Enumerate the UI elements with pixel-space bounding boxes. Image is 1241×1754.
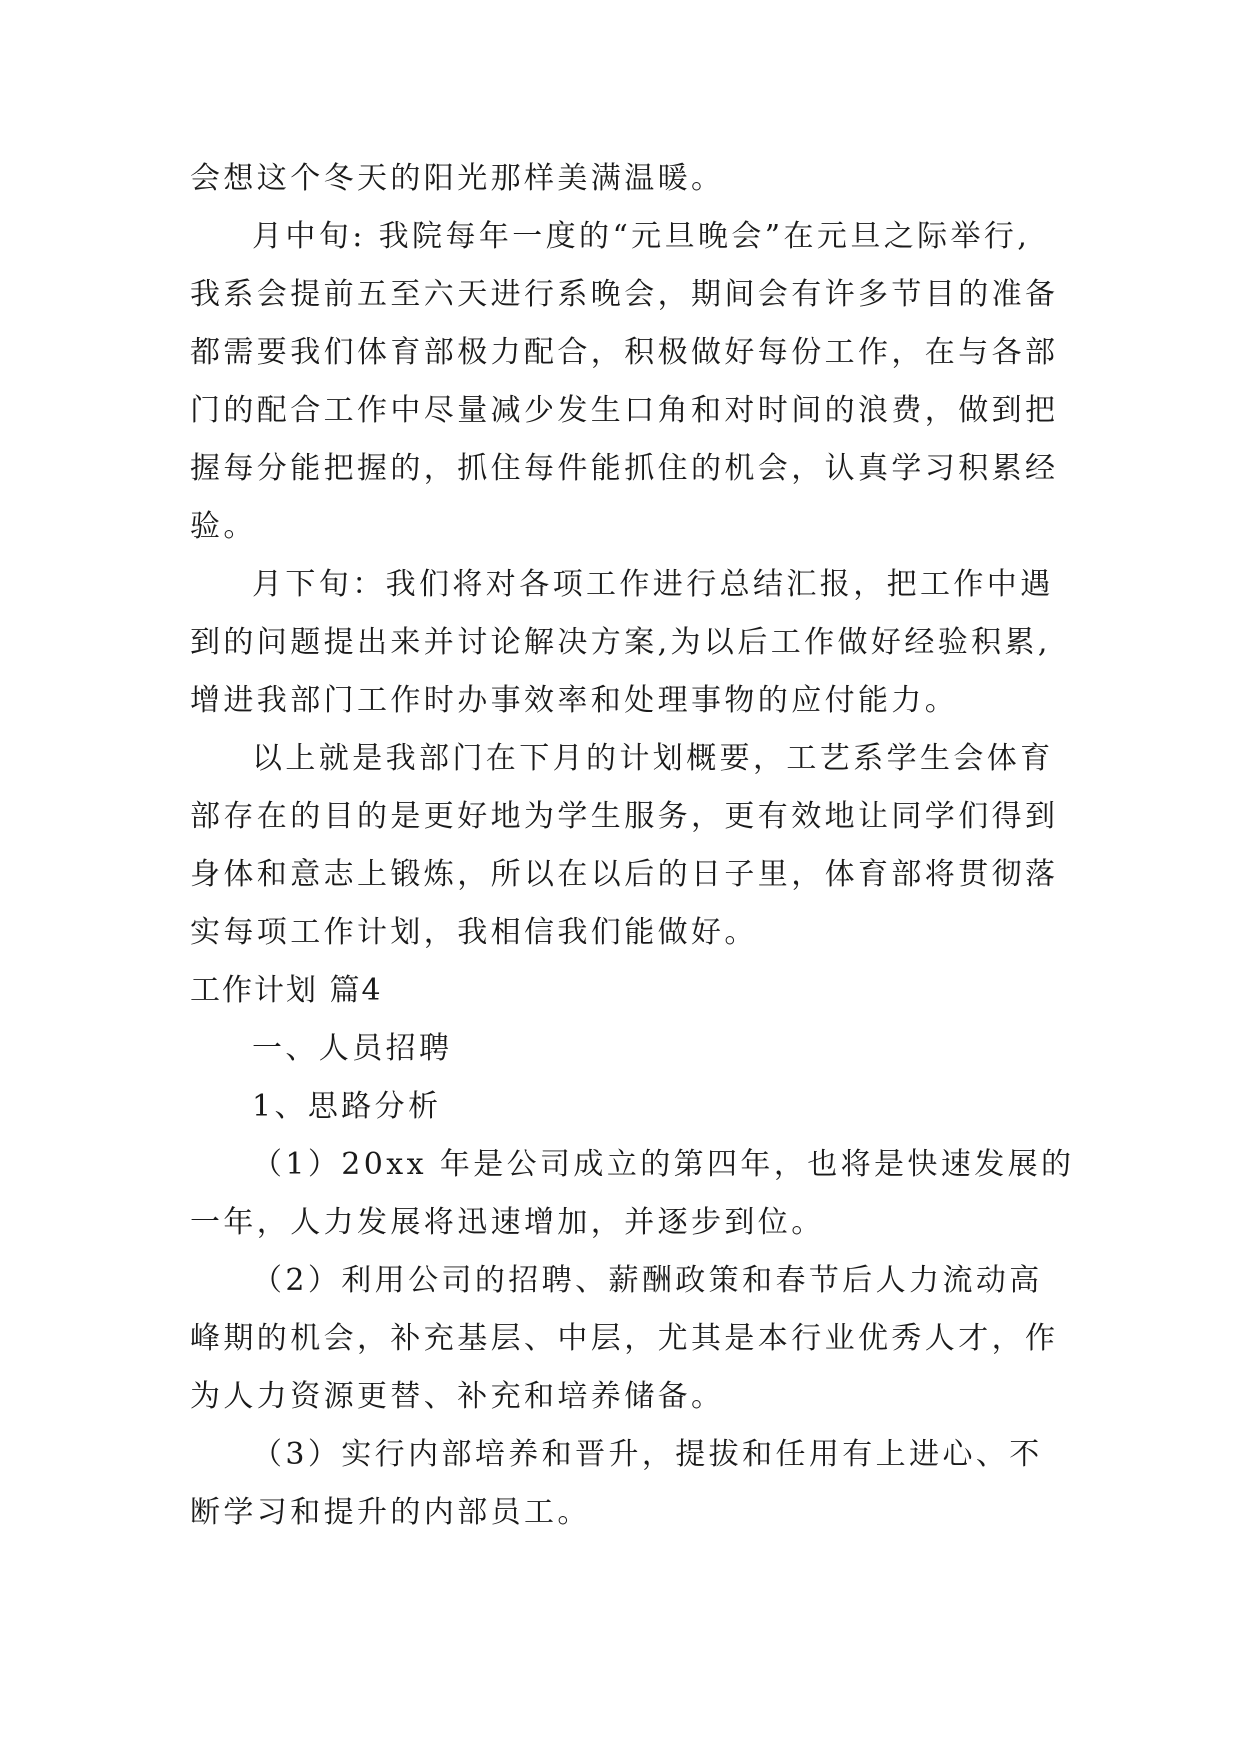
- subheading: 1、思路分析: [252, 1089, 442, 1124]
- text-line: 验。: [190, 509, 257, 544]
- text-line: 月下旬：我们将对各项工作进行总结汇报，把工作中遇: [252, 567, 1054, 602]
- text-line: 部存在的目的是更好地为学生服务，更有效地让同学们得到: [190, 799, 1059, 834]
- subheading: 一、人员招聘: [252, 1031, 453, 1066]
- text-line: 断学习和提升的内部员工。: [190, 1495, 591, 1530]
- text-line: （3）实行内部培养和晋升，提拔和任用有上进心、不: [252, 1437, 1043, 1472]
- text-line: 以上就是我部门在下月的计划概要，工艺系学生会体育: [252, 741, 1054, 776]
- text-line: 到的问题提出来并讨论解决方案,为以后工作做好经验积累,: [190, 625, 1051, 660]
- text-line: 我系会提前五至六天进行系晚会，期间会有许多节目的准备: [190, 277, 1059, 312]
- text-line: 身体和意志上锻炼，所以在以后的日子里，体育部将贯彻落: [190, 857, 1059, 892]
- text-line: 都需要我们体育部极力配合，积极做好每份工作，在与各部: [190, 335, 1059, 370]
- text-line: 为人力资源更替、补充和培养储备。: [190, 1379, 725, 1414]
- text-line: 月中旬: 我院每年一度的“元旦晚会”在元旦之际举行,: [252, 219, 1031, 254]
- document-body: [190, 150, 1075, 1542]
- text-line: （2）利用公司的招聘、薪酬政策和春节后人力流动高: [252, 1263, 1043, 1298]
- text-line: （1）20xx 年是公司成立的第四年，也将是快速发展的: [252, 1147, 1075, 1182]
- text-line: 增进我部门工作时办事效率和处理事物的应付能力。: [190, 683, 959, 718]
- text-line: 握每分能把握的，抓住每件能抓住的机会，认真学习积累经: [190, 451, 1059, 486]
- text-line: 一年，人力发展将迅速增加，并逐步到位。: [190, 1205, 825, 1240]
- text-line: 会想这个冬天的阳光那样美满温暖。: [190, 161, 725, 196]
- text-line: 实每项工作计划，我相信我们能做好。: [190, 915, 758, 950]
- text-line: 峰期的机会，补充基层、中层，尤其是本行业优秀人才，作: [190, 1321, 1059, 1356]
- section-heading: 工作计划 篇4: [190, 973, 383, 1008]
- text-line: 门的配合工作中尽量减少发生口角和对时间的浪费，做到把: [190, 393, 1059, 428]
